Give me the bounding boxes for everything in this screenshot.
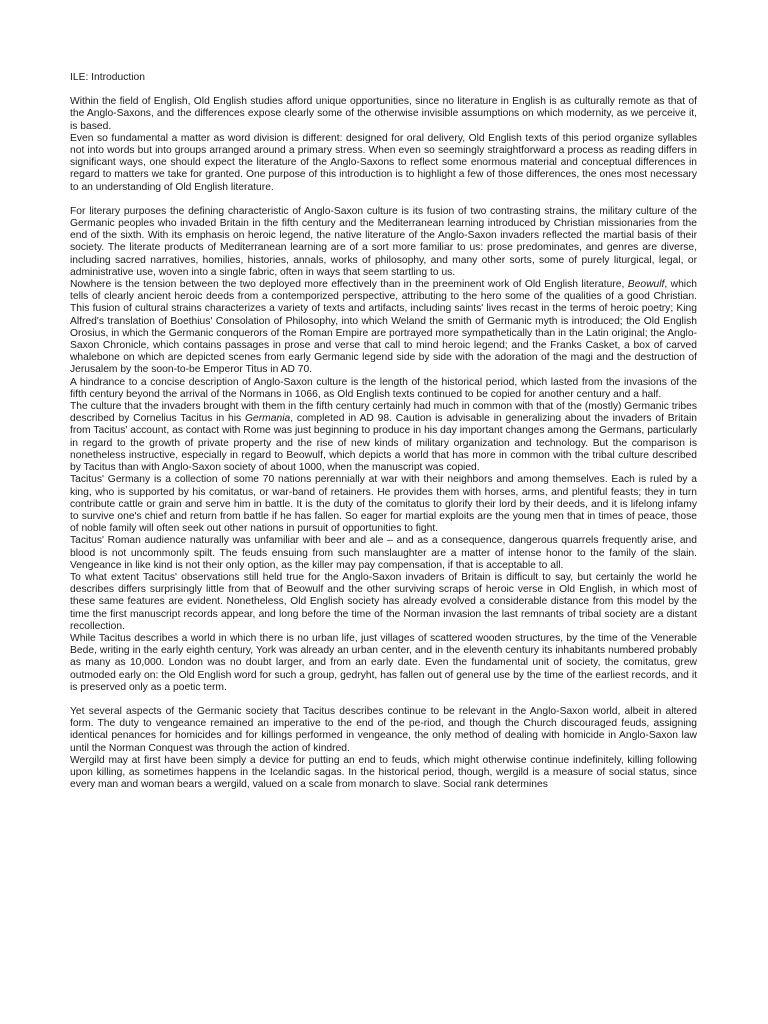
paragraph-text: The culture that the invaders brought with them in the fifth century certainly had much in common with that of the (mostly) Germanic tribes described by Cornelius Tacitus in his [70,401,697,425]
document-page [70,72,697,791]
paragraph-text: For literary purposes the defining characteristic of Anglo-Saxon culture is its fusion of two contrasting strains, the military culture of the Germanic peoples who invaded Britain in the fifth century and the Mediterranean learning introduced by Christian missionaries from the end of the sixth. With its emphasis on heroic legend, the native literature of the Anglo-Saxon invaders reflected the martial basis of their society. The literate products of Mediterranean learning are of a sort more familiar to us: prose predominates, and genres are diverse, including sacred narratives, homilies, histories, annals, works of philosophy, and many other sorts, some of purely liturgical, legal, or administrative use, woven into a single fabric, often in ways that seem startling to us. [70,205,697,278]
paragraph [70,96,697,133]
paragraph-text: Nowhere is the tension between the two deployed more effectively than in the preeminent work of Old English literature, [70,279,628,291]
paragraph [70,401,697,474]
document-heading: ILE: Introduction [70,72,145,83]
italic-title-text: Germania [245,413,291,425]
paragraph [70,377,697,401]
document-body [70,96,697,791]
paragraph [70,279,697,377]
paragraph [70,535,697,572]
paragraph-text: , completed in AD 98. Caution is advisable in generalizing about the invaders of Britain from Tacitus' account, as contact with Rome was just beginning to produce in his day important changes among the Germans, particularly in regard to the growth of private property and the rise of new kinds of military organization and technology. But the comparison is nonetheless instructive, especially in regard to Beowulf, which depicts a world that has more in common with the tribal culture described by Tacitus than with Anglo-Saxon society of about 1000, when the manuscript was copied. [70,413,697,474]
paragraph-text: While Tacitus describes a world in which there is no urban life, just villages of scattered wooden structures, by the time of the Venerable Bede, writing in the early eighth century, York was already an urban center, and in the eleventh century its inhabitants numbered probably as many as 10,000. London was no doubt larger, and from an early date. Even the fundamental unit of society, the comitatus, grew outmoded early on: the Old English word for such a group, gedryht, has fallen out of general use by the time of the earliest records, and it is preserved only as a poetic term. [70,632,697,693]
paragraph [70,572,697,633]
paragraph [70,133,697,194]
paragraph [70,633,697,694]
paragraph-text: Tacitus' Germany is a collection of some 70 nations perennially at war with their neighbors and among themselves. Each is ruled by a king, who is supported by his comitatus, or war-band of retainers. He provides them with horses, arms, and plentiful feasts; they in turn contribute cattle or grain and serve him in battle. It is the duty of the comitatus to glorify their lord by their deeds, and it is lifelong infamy to survive one's chief and return from battle if he has fallen. So eager for martial exploits are the young men that in times of peace, those of noble family will often seek out other nations in pursuit of opportunities to fight. [70,474,697,535]
paragraph-text: Even so fundamental a matter as word division is different: designed for oral delivery, Old English texts of this period organize syllables not into words but into groups arranged around a primary stress. When even so seemingly straightforward a process as reading differs in significant ways, one should expect the literature of the Anglo-Saxons to reflect some enormous material and conceptual differences in regard to matters we take for granted. One purpose of this introduction is to highlight a few of those differences, the ones most necessary to an understanding of Old English literature. [70,132,697,193]
paragraph-text: Wergild may at first have been simply a device for putting an end to feuds, which might otherwise continue indefinitely, killing following upon killing, as sometimes happens in the Icelandic sagas. In the historical period, though, wergild is a measure of social status, since every man and woman bears a wergild, valued on a scale from monarch to slave. Social rank determines [70,754,697,791]
paragraph-text: Yet several aspects of the Germanic society that Tacitus describes continue to be relevant in the Anglo-Saxon world, albeit in altered form. The duty to vengeance remained an imperative to the end of the pe-riod, and though the Church discouraged feuds, assigning identical penances for homicides and for killings performed in vengeance, the only method of dealing with homicide in Anglo-Saxon law until the Norman Conquest was through the action of kindred. [70,705,697,754]
paragraph [70,206,697,279]
italic-title-text: Beowulf [627,279,665,291]
paragraph-text: A hindrance to a concise description of Anglo-Saxon culture is the length of the historical period, which lasted from the invasions of the fifth century beyond the arrival of the Normans in 1066, as Old English texts continued to be copied for another century and a half. [70,376,697,400]
paragraph [70,474,697,535]
paragraph-text: To what extent Tacitus' observations still held true for the Anglo-Saxon invaders of Britain is difficult to say, but certainly the world he describes differs surprisingly little from that of Beowulf and the other surviving scraps of heroic verse in Old English, in which most of these same features are evident. Nonetheless, Old English society has already evolved a considerable distance from this model by the time the first manuscript records appear, and long before the time of the Norman invasion the last remnants of tribal society are a distant recollection. [70,571,697,632]
paragraph-text: Within the field of English, Old English studies afford unique opportunities, since no literature in English is as culturally remote as that of the Anglo-Saxons, and the differences expose clearly some of the otherwise invisible assumptions on which modernity, as we perceive it, is based. [70,96,697,132]
paragraph-text: Tacitus' Roman audience naturally was unfamiliar with beer and ale – and as a consequence, dangerous quarrels frequently arise, and blood is not uncommonly spilt. The feuds ensuing from such manslaughter are a matter of intense honor to the family of the slain. Vengeance in like kind is not their only option, as the killer may pay compensation, if that is acceptable to all. [70,535,697,571]
paragraph-text: , which tells of clearly ancient heroic deeds from a contemporized perspective, attributing to the hero some of the qualities of a good Christian. This fusion of cultural strains characterizes a variety of texts and artifacts, including saints' lives recast in the terms of heroic poetry; King Alfred's translation of Boethius' Consolation of Philosophy, into which Weland the smith of Germanic myth is introduced; the Old English Orosius, in which the Germanic conquerors of the Roman Empire are portrayed more sympathetically than in the Latin original; the Anglo-Saxon Chronicle, which contains passages in prose and verse that call to mind heroic legend; and the Franks Casket, a box of carved whalebone on which are depicted scenes from early Germanic legend side by side with the adoration of the magi and the destruction of Jerusalem by the soon-to-be Emperor Titus in AD 70. [70,279,697,376]
paragraph [70,755,697,792]
paragraph [70,706,697,755]
